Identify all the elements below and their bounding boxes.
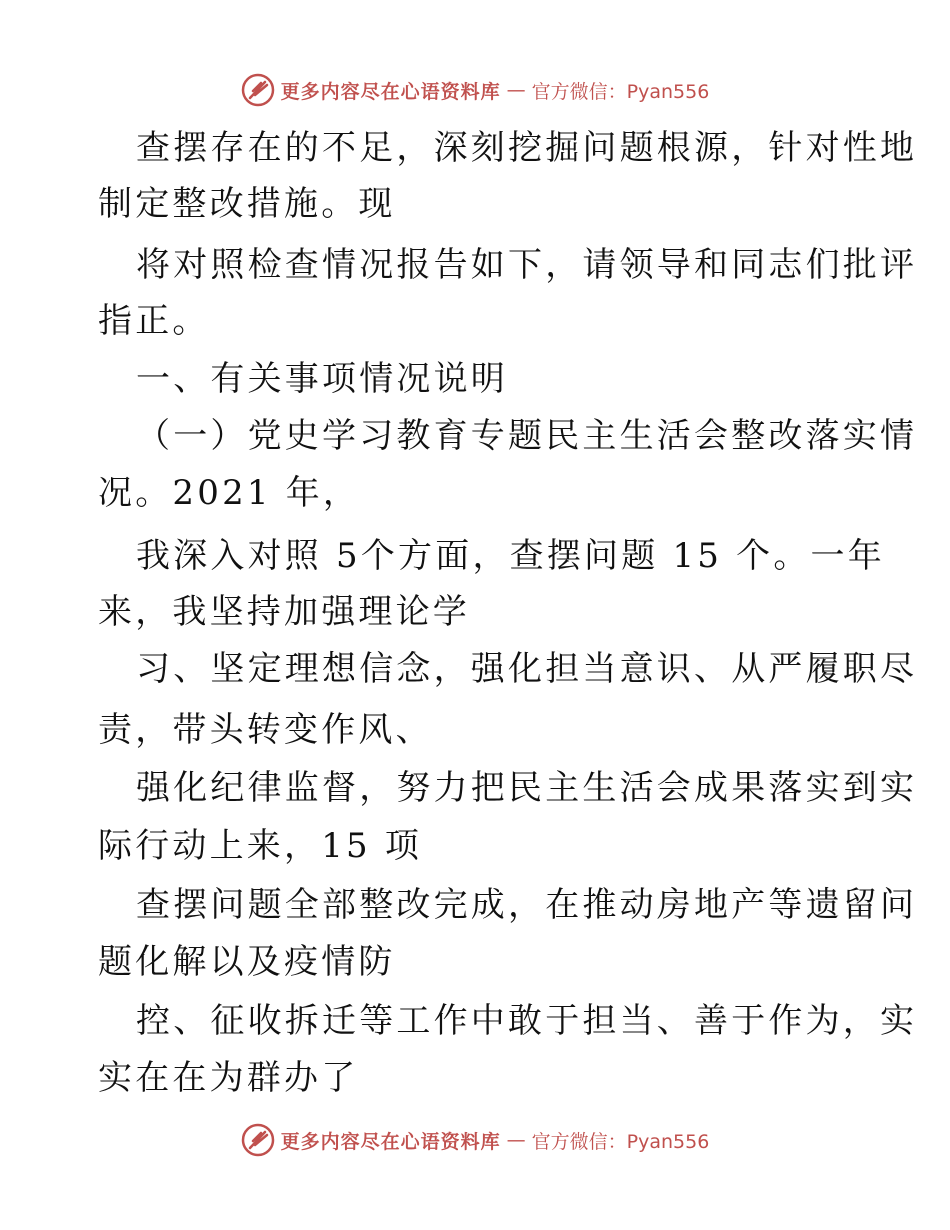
text-line: 制定整改措施。现 <box>98 184 396 224</box>
header-watermark <box>0 70 950 110</box>
watermark-text: 更多内容尽在心语资料库 <box>280 1130 501 1153</box>
text-line: 查摆问题全部整改完成，在推动房地产等遗留问 <box>136 885 918 925</box>
text-line: 查摆存在的不足，深刻挖掘问题根源，针对性地 <box>136 128 918 168</box>
text-line: 指正。 <box>98 301 210 341</box>
text-line: 实在在为群办了 <box>98 1058 359 1098</box>
subsection-heading: （一）党史学习教育专题民主生活会整改落实情 <box>136 416 918 456</box>
watermark-contact: 官方微信：Pyan556 <box>531 80 710 103</box>
footer-watermark <box>0 1120 950 1160</box>
watermark-dash: — <box>506 79 526 101</box>
text-line: 将对照检查情况报告如下，请领导和同志们批评 <box>136 245 918 285</box>
text-line: 责，带头转变作风、 <box>98 710 433 750</box>
feather-logo-icon <box>241 1123 275 1157</box>
text-line: 况。2021 年， <box>98 473 361 513</box>
watermark-text: 更多内容尽在心语资料库 <box>280 80 501 103</box>
text-line: 题化解以及疫情防 <box>98 942 396 982</box>
text-line: 强化纪律监督，努力把民主生活会成果落实到实 <box>136 768 918 808</box>
text-line: 来，我坚持加强理论学 <box>98 592 470 632</box>
watermark-dash: — <box>506 1129 526 1151</box>
text-line: 我深入对照 5个方面，查摆问题 15 个。一年 <box>136 536 885 576</box>
feather-logo-icon <box>241 73 275 107</box>
text-line: 际行动上来，15 项 <box>98 826 423 866</box>
watermark-contact: 官方微信：Pyan556 <box>531 1130 710 1153</box>
section-heading: 一、有关事项情况说明 <box>136 359 508 399</box>
text-line: 习、坚定理想信念，强化担当意识、从严履职尽 <box>136 649 918 689</box>
text-line: 控、征收拆迁等工作中敢于担当、善于作为，实 <box>136 1001 918 1041</box>
